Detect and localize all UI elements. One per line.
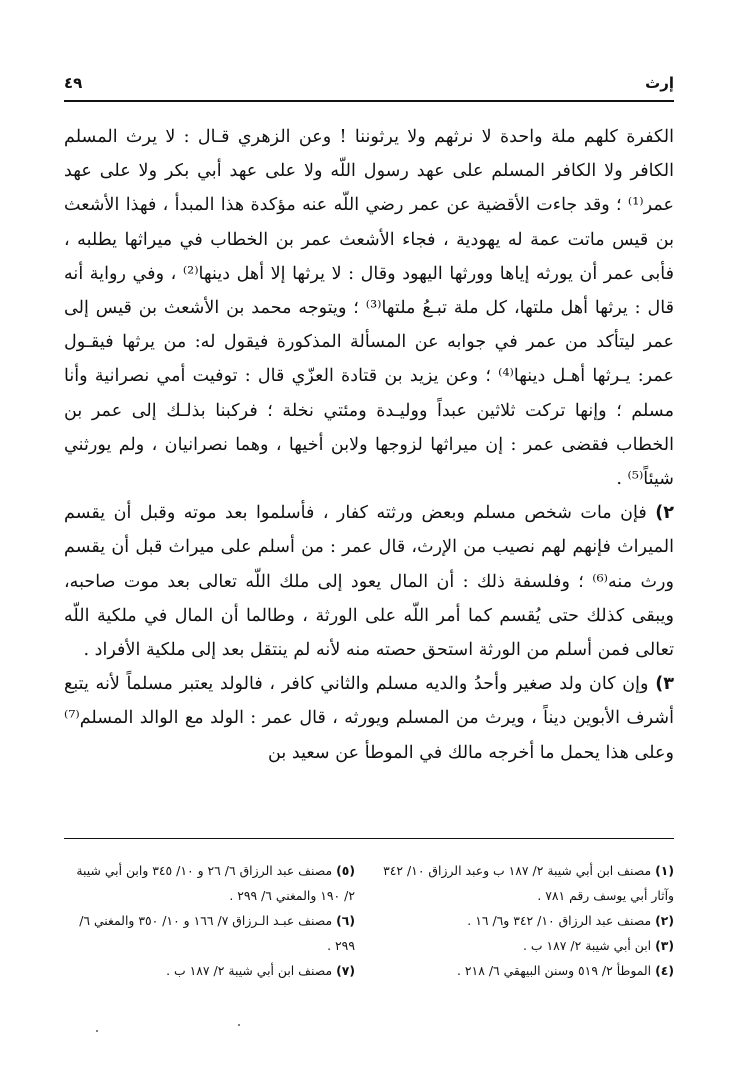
footnote-text: ابن أبي شيبة ٢/ ١٨٧ ب . xyxy=(523,938,652,953)
footnote-number: (٦) xyxy=(336,913,355,928)
footnote xyxy=(64,908,355,958)
footnote-text: مصنف عبد الرزاق ١٠/ ٣٤٢ و٦/ ١٦ . xyxy=(467,913,652,928)
running-title: إرث xyxy=(645,74,674,92)
footnote xyxy=(383,858,674,908)
footnote xyxy=(64,858,355,908)
footnote-rule xyxy=(64,838,674,839)
footnote-number: (٢) xyxy=(655,913,674,928)
footnote-text: الموطأ ٢/ ٥١٩ وسنن البيهقي ٦/ ٢١٨ . xyxy=(457,963,652,978)
footnotes-left-column xyxy=(64,858,355,983)
page-number: ٤٩ xyxy=(64,74,83,92)
footnotes-right-column xyxy=(383,858,674,983)
paragraph-2-number: ٢) xyxy=(655,503,675,524)
footnote-text: مصنف ابن أبي شيبة ٢/ ١٨٧ ب وعبد الرزاق ١٠/ ٣٤٢ وآثار أبي يوسف رقم ٧٨١ . xyxy=(383,863,674,903)
paragraph-2-text: فإن مات شخص مسلم وبعض ورثته كفار ، فأسلموا بعد موته وقبل أن يقسم الميراث فإنهم لهم نصيب من الإرث، قال عمر : من أسلم على ميراث قبل أن يقسم ورث منه⁽⁶⁾ ؛ وفلسفة ذلك : أن المال يعود إلى ملك اللّه تعالى بعد موت صاحبه، ويبقى كذلك حتى يُقسم كما أمر اللّه على الورثة ، وطالما أن المال في ملكية اللّه تعالى فمن أسلم من الورثة استحق حصته منه لأنه لم ينتقل بعد إلى ملكية الأفراد . xyxy=(64,503,675,661)
scan-speck xyxy=(238,1024,240,1026)
footnote-number: (٤) xyxy=(655,963,674,978)
footnote xyxy=(383,933,674,958)
footnote-text: مصنف عبـد الـرزاق ٧/ ١٦٦ و ١٠/ ٣٥٠ والمغني ٦/ ٢٩٩ . xyxy=(79,913,355,953)
footnotes xyxy=(64,858,674,983)
paragraph-3 xyxy=(64,667,674,770)
footnote-number: (٧) xyxy=(336,963,355,978)
paragraph-3-number: ٣) xyxy=(655,674,674,695)
footnote xyxy=(383,958,674,983)
footnote-number: (٣) xyxy=(655,938,674,953)
paragraph-3-text: وإن كان ولد صغير وأحدُ والديه مسلم والثاني كافر ، فالولد يعتبر مسلماً لأنه يتبع أشرف الأبوين ديناً ، ويرث من المسلم ويورثه ، قال عمر : الولد مع الوالد المسلم⁽⁷⁾ وعلى هذا يحمل ما أخرجه مالك في الموطأ عن سعيد بن xyxy=(64,674,674,763)
footnote xyxy=(383,908,674,933)
paragraph-2 xyxy=(64,496,674,667)
footnote-number: (١) xyxy=(655,863,674,878)
scan-speck xyxy=(96,1030,98,1032)
page-header xyxy=(64,72,674,94)
paragraph-1: الكفرة كلهم ملة واحدة لا نرثهم ولا يرثوننا ! وعن الزهري قـال : لا يرث المسلم الكافر ولا الكافر المسلم على عهد رسول اللّه ولا على عهد أبي بكر ولا على عهد عمر⁽¹⁾ ؛ وقد جاءت الأقضية عن عمر رضي اللّه عنه مؤكدة هذا المبدأ ، فهذا الأشعث بن قيس ماتت عمة له يهودية ، فجاء الأشعث عمر بن الخطاب في ميراثها يطلبه ، فأبى عمر أن يورثه إياها وورثها اليهود وقال : لا يرثها إلا أهل دينها⁽²⁾ ، وفي رواية أنه قال : يرثها أهل ملتها، كل ملة تبـعُ ملتها⁽³⁾ ؛ ويتوجه محمد بن الأشعث بن قيس إلى عمر ليتأكد من عمر في جوابه عن المسألة المذكورة فيقول له: من يرثها فيقـول عمر: يـرثها أهـل دينها⁽⁴⁾ ؛ وعن يزيد بن قتادة العزّي قال : توفيت أمي نصرانية وأنا مسلم ؛ وإنها تركت ثلاثين عبداً ووليـدة ومئتي نخلة ؛ فركبنا بذلـك إلى عمر بن الخطاب فقضى عمر : إن ميراثها لزوجها ولابن أخيها ، وهما نصرانيان ، ولم يورثني شيئاً⁽⁵⁾ . xyxy=(64,127,675,490)
main-text xyxy=(64,120,674,770)
footnote-text: مصنف عبد الرزاق ٦/ ٢٦ و ١٠/ ٣٤٥ وابن أبي شيبة ٢/ ١٩٠ والمغني ٦/ ٢٩٩ . xyxy=(76,863,355,903)
header-rule xyxy=(64,100,674,102)
footnote-text: مصنف ابن أبي شيبة ٢/ ١٨٧ ب . xyxy=(166,963,333,978)
footnote-number: (٥) xyxy=(336,863,355,878)
footnote xyxy=(64,958,355,983)
